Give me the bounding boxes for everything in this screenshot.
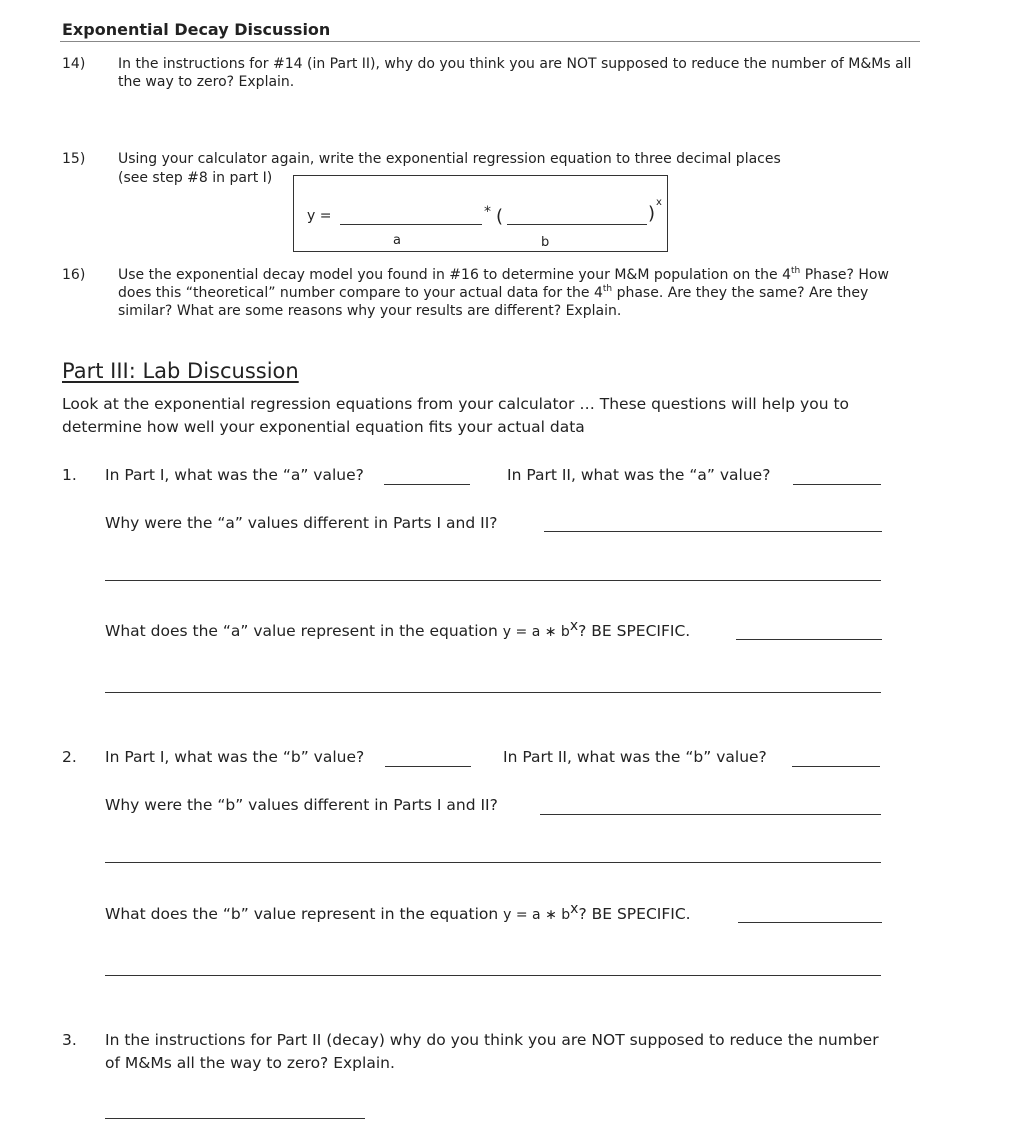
lab-q2-represent-prompt: What does the “b” value represent in the equation y = a ∗ $b^x$? BE SPECIFIC. [105,901,691,923]
lab-question-3-number: 3. [62,1031,77,1049]
question-15-number: 15) [62,151,86,167]
question-16-text: Use the exponential decay model you found in #16 to determine your M&M population on the 4th Phase? How does this “theoretical” number compare to your actual data for the 4th phase. Are they the same? Are they similar? What are some reasons why your results are different? Explain. [118,266,889,319]
question-16-number: 16) [62,267,86,283]
lab-q1-part1-prompt: In Part I, what was the “a” value? [105,466,364,484]
lab-q1-part2-prompt: In Part II, what was the “a” value? [507,466,771,484]
question-15-text-line2: (see step #8 in part I) [118,170,273,186]
lab-q1-why-prompt: Why were the “a” values different in Parts I and II? [105,514,498,532]
regression-equation-box [293,175,668,252]
equation-y-label: y = [307,208,332,224]
open-paren: ( [496,206,504,227]
lab-q2-part2-prompt: In Part II, what was the “b” value? [503,748,767,766]
lab-q1-part2-answer-line[interactable] [793,484,881,485]
lab-q1-part1-answer-line[interactable] [384,484,470,485]
lab-q1-why-answer-line[interactable] [544,531,882,532]
multiply-symbol: * [484,204,491,220]
exponent-x: x [656,197,662,208]
title-divider [60,41,920,42]
question-14-number: 14) [62,56,86,72]
lab-q1-why-answer-line-2[interactable] [105,580,881,581]
lab-q2-why-answer-line[interactable] [540,814,881,815]
section-title: Exponential Decay Discussion [62,20,331,39]
lab-q3-answer-line[interactable] [105,1118,365,1119]
lab-q2-part1-prompt: In Part I, what was the “b” value? [105,748,365,766]
lab-question-2-number: 2. [62,748,77,766]
lab-question-1-number: 1. [62,466,77,484]
question-14-text: In the instructions for #14 (in Part II), why do you think you are NOT supposed to reduce the number of M&Ms all the way to zero? Explain. [118,56,912,90]
lab-q2-why-answer-line-2[interactable] [105,862,881,863]
lab-q2-part2-answer-line[interactable] [792,766,880,767]
a-label: a [393,233,401,248]
lab-q1-represent-prompt: What does the “a” value represent in the equation y = a ∗ $b^x$? BE SPECIFIC. [105,618,691,640]
b-label: b [541,235,550,250]
b-answer-line[interactable] [507,224,647,225]
lab-q2-part1-answer-line[interactable] [385,766,471,767]
question-15-text-line1: Using your calculator again, write the exponential regression equation to three decimal places [118,151,781,167]
lab-q2-why-prompt: Why were the “b” values different in Parts I and II? [105,796,498,814]
lab-q1-represent-answer-line[interactable] [736,639,882,640]
lab-q2-represent-answer-line-2[interactable] [105,975,881,976]
part3-intro: Look at the exponential regression equations from your calculator … These questions will help you to determine how well your exponential equation fits your actual data [62,395,850,436]
part3-heading: Part III: Lab Discussion [62,359,299,383]
close-paren: ) [648,203,656,224]
lab-q1-represent-answer-line-2[interactable] [105,692,881,693]
a-answer-line[interactable] [340,224,482,225]
lab-q2-represent-answer-line[interactable] [738,922,882,923]
lab-q3-text: In the instructions for Part II (decay) why do you think you are NOT supposed to reduce the number of M&Ms all the way to zero? Explain. [105,1031,879,1072]
